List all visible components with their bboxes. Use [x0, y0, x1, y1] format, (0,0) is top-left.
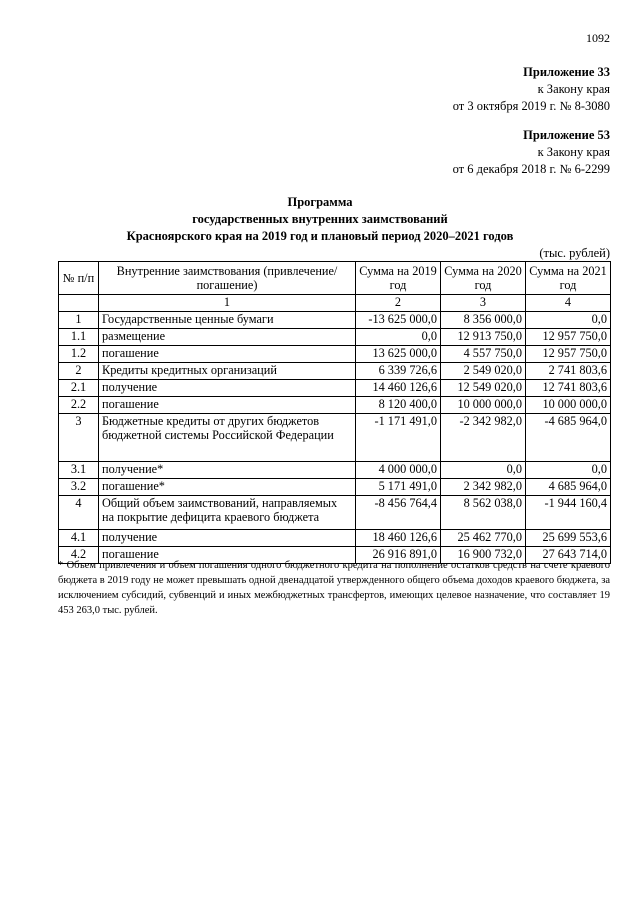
value-2019: 18 460 126,6	[356, 530, 441, 547]
row-name: погашение	[99, 346, 356, 363]
appendix-33-line1: к Закону края	[537, 82, 610, 96]
value-2019: 8 120 400,0	[356, 397, 441, 414]
value-2021: 25 699 553,6	[526, 530, 611, 547]
row-number: 3.2	[59, 479, 99, 496]
column-number-row	[59, 295, 611, 312]
appendix-33-line2: от 3 октября 2019 г. № 8-3080	[452, 99, 610, 113]
col-number: 3	[441, 295, 526, 312]
value-2019: 6 339 726,6	[356, 363, 441, 380]
value-2021: 12 957 750,0	[526, 329, 611, 346]
col-number: 1	[99, 295, 356, 312]
table-row	[59, 397, 611, 414]
row-name: получение	[99, 380, 356, 397]
table-row	[59, 329, 611, 346]
value-2019: 26 916 891,0	[356, 547, 441, 564]
table-row	[59, 346, 611, 363]
row-name: погашение*	[99, 479, 356, 496]
row-name: размещение	[99, 329, 356, 346]
header-2021: Сумма на 2021 год	[526, 262, 611, 295]
title-line2: государственных внутренних заимствований	[192, 212, 448, 226]
value-2021: 2 741 803,6	[526, 363, 611, 380]
row-number: 4	[59, 496, 99, 530]
table-row	[59, 380, 611, 397]
page-number: 1092	[586, 31, 610, 45]
value-2019: 13 625 000,0	[356, 346, 441, 363]
col-number-empty	[59, 295, 99, 312]
value-2021: 10 000 000,0	[526, 397, 611, 414]
table-row	[59, 462, 611, 479]
row-number: 1.1	[59, 329, 99, 346]
appendix-33-block	[453, 64, 610, 115]
appendix-53-title: Приложение 53	[523, 128, 610, 142]
row-name: получение	[99, 530, 356, 547]
value-2019: -8 456 764,4	[356, 496, 441, 530]
row-name: получение*	[99, 462, 356, 479]
row-name: Кредиты кредитных организаций	[99, 363, 356, 380]
value-2019: -13 625 000,0	[356, 312, 441, 329]
appendix-33-title: Приложение 33	[523, 65, 610, 79]
table-row	[59, 530, 611, 547]
header-2020: Сумма на 2020 год	[441, 262, 526, 295]
col-number: 4	[526, 295, 611, 312]
header-2019: Сумма на 2019 год	[356, 262, 441, 295]
value-2019: 0,0	[356, 329, 441, 346]
value-2020: 12 913 750,0	[441, 329, 526, 346]
row-number: 2.1	[59, 380, 99, 397]
value-2020: 4 557 750,0	[441, 346, 526, 363]
appendix-53-line2: от 6 декабря 2018 г. № 6-2299	[452, 162, 610, 176]
value-2019: 5 171 491,0	[356, 479, 441, 496]
value-2020: -2 342 982,0	[441, 414, 526, 462]
borrowing-table	[58, 261, 611, 564]
row-number: 4.2	[59, 547, 99, 564]
row-number: 1.2	[59, 346, 99, 363]
appendix-53-block	[453, 127, 610, 178]
row-number: 4.1	[59, 530, 99, 547]
value-2020: 0,0	[441, 462, 526, 479]
value-2021: 27 643 714,0	[526, 547, 611, 564]
value-2019: 4 000 000,0	[356, 462, 441, 479]
table-row	[59, 414, 611, 462]
value-2021: 0,0	[526, 462, 611, 479]
title-line1: Программа	[287, 195, 353, 209]
row-name: Бюджетные кредиты от других бюджетов бюджетной системы Российской Федерации	[99, 414, 356, 462]
value-2021: 4 685 964,0	[526, 479, 611, 496]
value-2020: 25 462 770,0	[441, 530, 526, 547]
col-number: 2	[356, 295, 441, 312]
table-row	[59, 479, 611, 496]
value-2021: 12 741 803,6	[526, 380, 611, 397]
value-2020: 12 549 020,0	[441, 380, 526, 397]
header-num: № п/п	[59, 262, 99, 295]
table-row	[59, 496, 611, 530]
row-name: Общий объем заимствований, направляемых на покрытие дефицита краевого бюджета	[99, 496, 356, 530]
value-2019: -1 171 491,0	[356, 414, 441, 462]
value-2019: 14 460 126,6	[356, 380, 441, 397]
appendix-53-line1: к Закону края	[537, 145, 610, 159]
value-2020: 8 562 038,0	[441, 496, 526, 530]
value-2021: -4 685 964,0	[526, 414, 611, 462]
row-number: 3.1	[59, 462, 99, 479]
table-row	[59, 363, 611, 380]
value-2020: 8 356 000,0	[441, 312, 526, 329]
value-2020: 10 000 000,0	[441, 397, 526, 414]
title-line3: Красноярского края на 2019 год и плановый период 2020–2021 годов	[126, 229, 514, 243]
value-2020: 2 549 020,0	[441, 363, 526, 380]
table-header-row	[59, 262, 611, 295]
value-2020: 16 900 732,0	[441, 547, 526, 564]
units-label: (тыс. рублей)	[539, 246, 610, 260]
table-row	[59, 312, 611, 329]
document-title	[0, 194, 640, 245]
value-2021: -1 944 160,4	[526, 496, 611, 530]
value-2021: 12 957 750,0	[526, 346, 611, 363]
value-2020: 2 342 982,0	[441, 479, 526, 496]
row-number: 1	[59, 312, 99, 329]
footnote: * Объем привлечения и объем погашения одного бюджетного кредита на пополнение остатков средств на счете краевого бюджета в 2019 году не может превышать одной двенадцатой утвержденного общего объема доходов краевого бюджета, за исключением субсидий, субвенций и иных межбюджетных трансфертов, имеющих целевое назначение, что составляет 19 453 263,0 тыс. рублей.	[58, 560, 610, 616]
header-name: Внутренние заимствования (привлечение/ погашение)	[99, 262, 356, 295]
row-number: 2.2	[59, 397, 99, 414]
value-2021: 0,0	[526, 312, 611, 329]
row-name: погашение	[99, 397, 356, 414]
row-number: 2	[59, 363, 99, 380]
row-name: погашение	[99, 547, 356, 564]
row-number: 3	[59, 414, 99, 462]
row-name: Государственные ценные бумаги	[99, 312, 356, 329]
